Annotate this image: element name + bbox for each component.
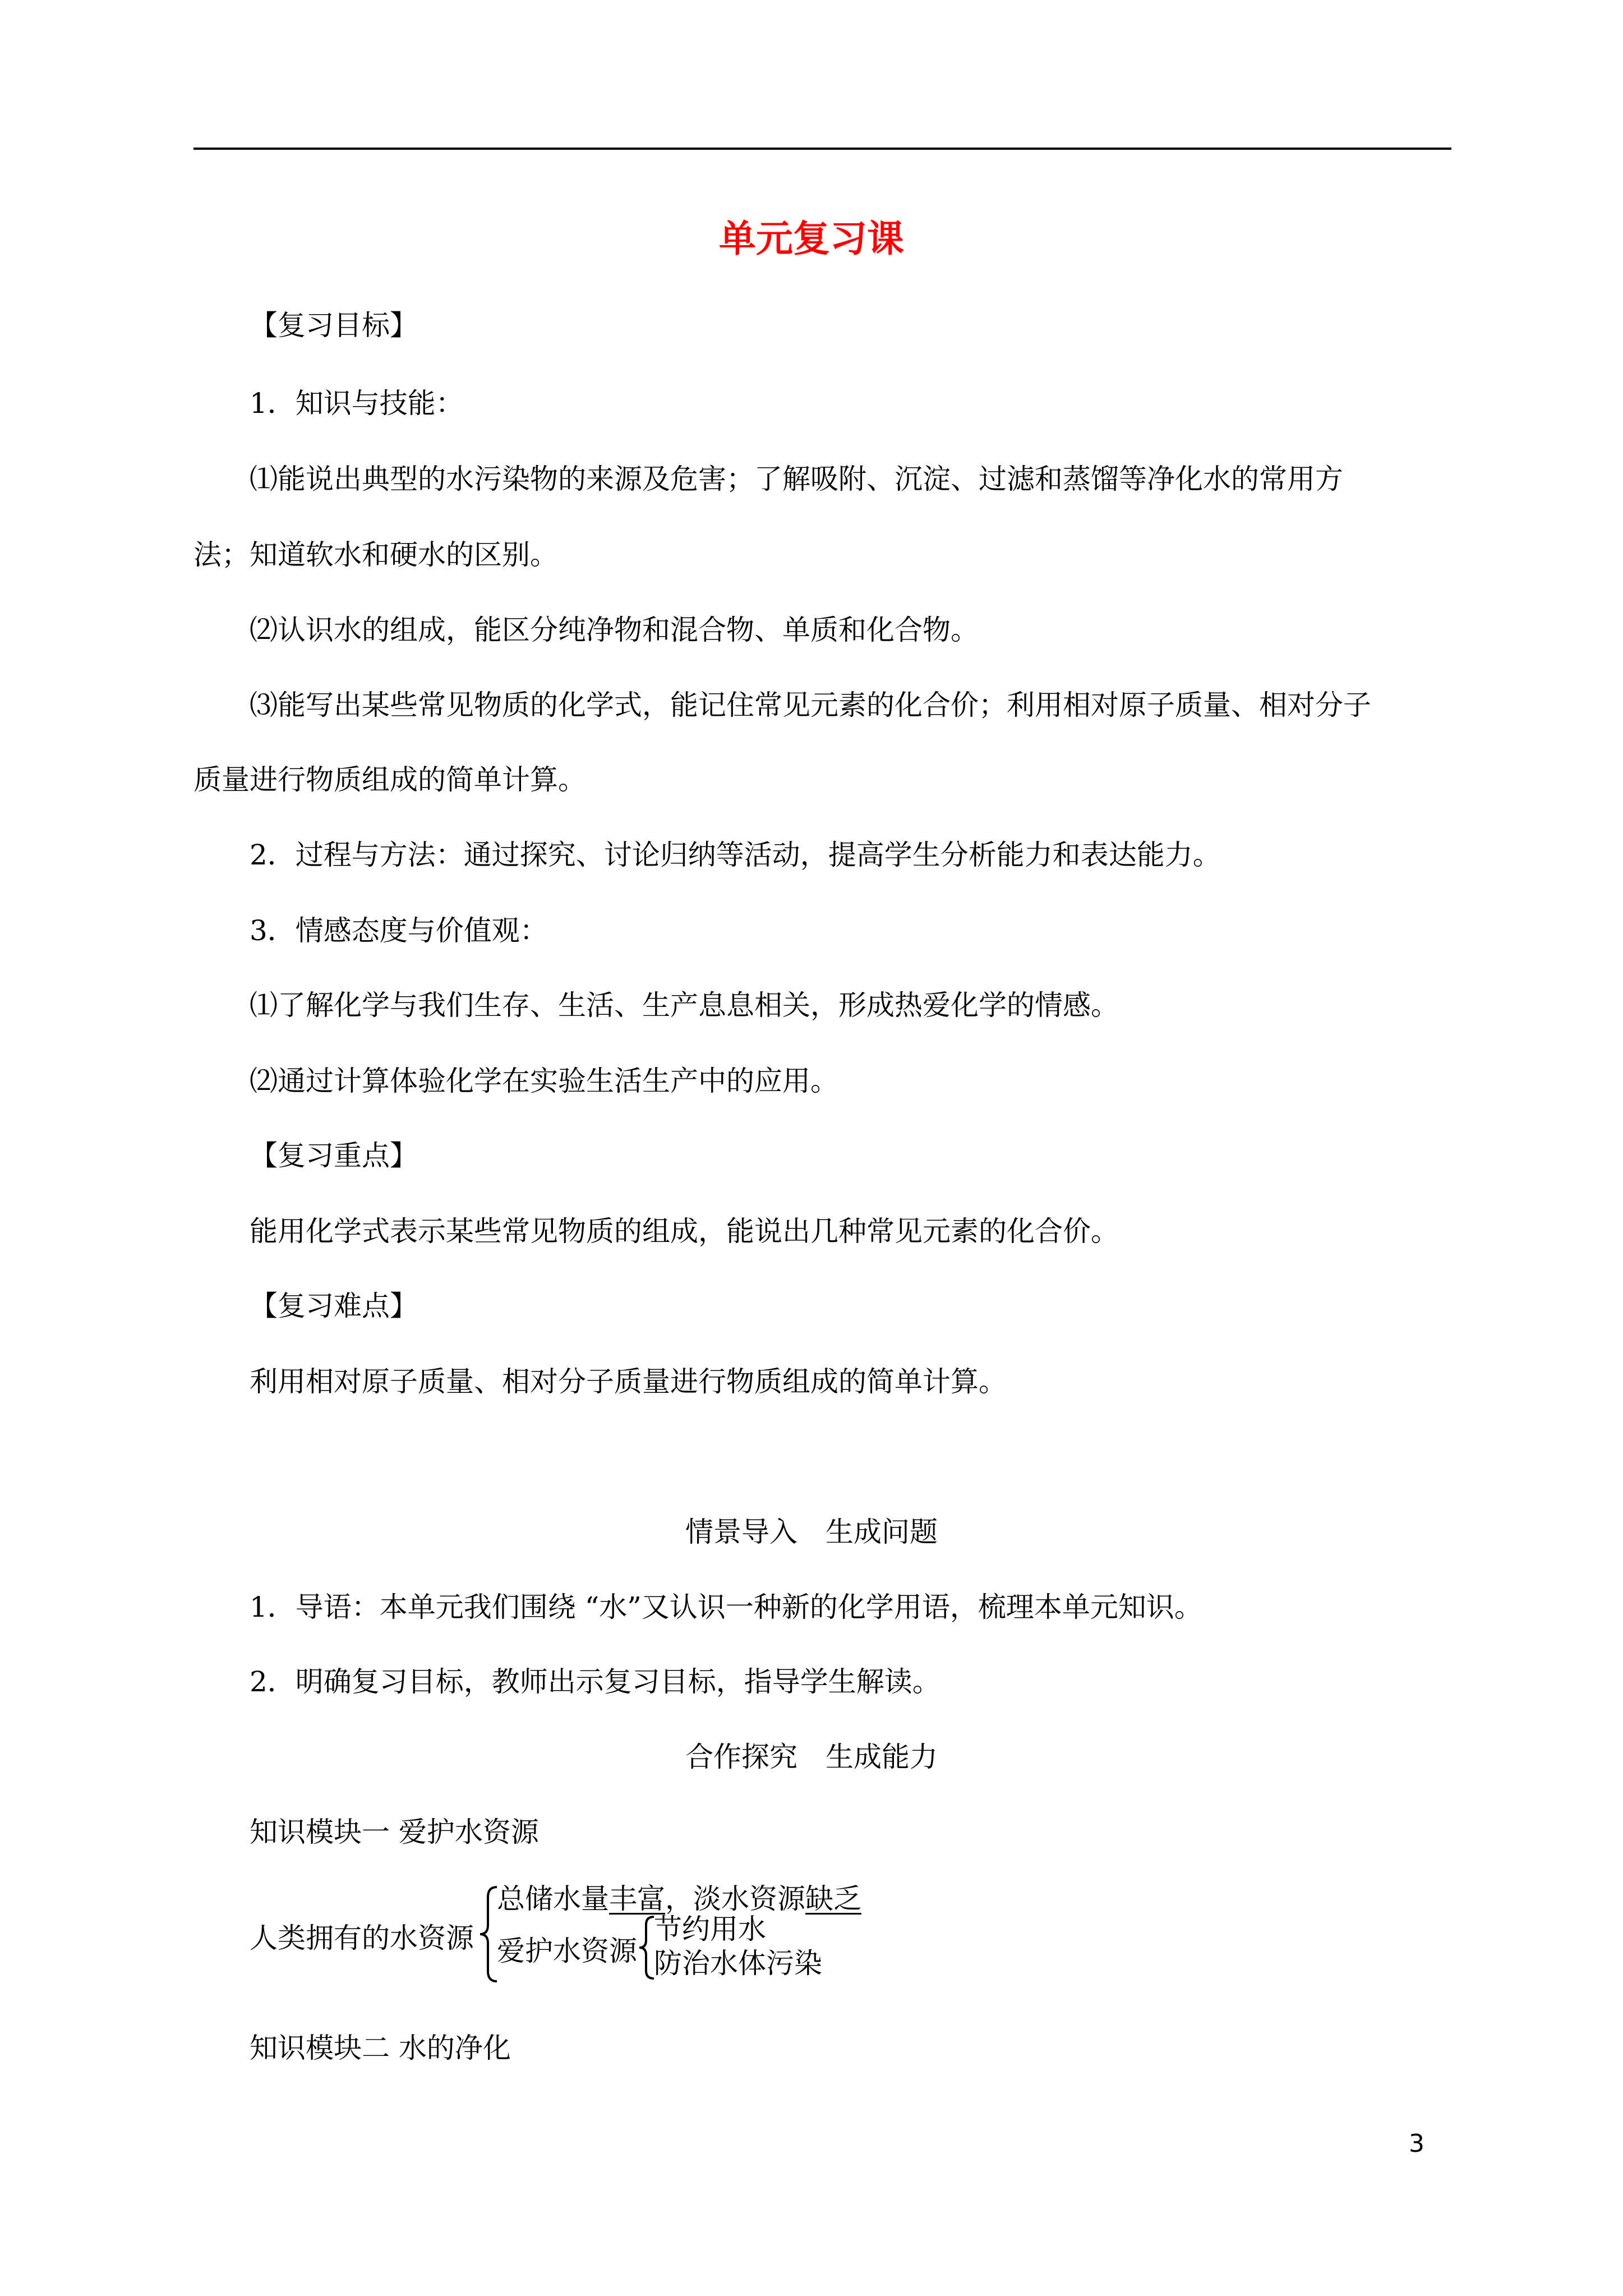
objective-item-1-1-line-2: 法；知道软水和硬水的区别。: [193, 539, 558, 571]
intro-item-1: 1．导语：本单元我们围绕 “水”又认识一种新的化学用语，梳理本单元知识。: [250, 1591, 1202, 1623]
objective-item-1-3-line-2: 质量进行物质组成的简单计算。: [193, 763, 586, 796]
diagram-leaf-2: 防治水体污染: [654, 1947, 822, 1980]
objective-item-3-1: ⑴了解化学与我们生存、生活、生产息息相关，形成热爱化学的情感。: [250, 989, 1119, 1022]
objective-item-3-2: ⑵通过计算体验化学在实验生活生产中的应用。: [250, 1065, 838, 1097]
difficulties-text: 利用相对原子质量、相对分子质量进行物质组成的简单计算。: [250, 1365, 1007, 1398]
diagram-branch-1-middle: ，淡水资源: [665, 1883, 805, 1915]
difficulties-heading: 【复习难点】: [250, 1290, 418, 1322]
objectives-heading: 【复习目标】: [250, 309, 418, 342]
diagram-branch-2: 爱护水资源: [497, 1935, 637, 1967]
inner-brace-icon: [637, 1915, 656, 1981]
objective-item-2: 2．过程与方法：通过探究、讨论归纳等活动，提高学生分析能力和表达能力。: [250, 839, 1221, 871]
intro-item-2: 2．明确复习目标，教师出示复习目标，指导学生解读。: [250, 1665, 940, 1698]
header-rule: [193, 148, 1451, 150]
intro-heading: 情景导入 生成问题: [685, 1516, 938, 1548]
key-points-heading: 【复习重点】: [250, 1139, 418, 1172]
diagram-branch-1-underlined-abundant: 丰富: [609, 1883, 665, 1915]
diagram-branch-1: [497, 1882, 861, 1916]
diagram-branch-1-underlined-scarce: 缺乏: [805, 1883, 861, 1915]
explore-heading: 合作探究 生成能力: [685, 1741, 938, 1773]
objective-item-1-1-line-1: ⑴能说出典型的水污染物的来源及危害；了解吸附、沉淀、过滤和蒸馏等净化水的常用方: [250, 463, 1343, 495]
objective-item-1-3-line-1: ⑶能写出某些常见物质的化学式，能记住常见元素的化合价；利用相对原子质量、相对分子: [250, 689, 1371, 721]
objective-item-1: 1．知识与技能：: [250, 387, 464, 420]
objective-item-1-2: ⑵认识水的组成，能区分纯净物和混合物、单质和化合物。: [250, 614, 979, 646]
key-points-text: 能用化学式表示某些常见物质的组成，能说出几种常见元素的化合价。: [250, 1215, 1119, 1248]
page-number: 3: [1409, 2129, 1424, 2158]
objective-item-3: 3．情感态度与价值观：: [250, 914, 548, 947]
diagram-root: 人类拥有的水资源: [250, 1922, 474, 1954]
knowledge-module-1: 知识模块一 爱护水资源: [250, 1816, 539, 1848]
diagram-leaf-1: 节约用水: [654, 1913, 766, 1945]
knowledge-module-2: 知识模块二 水的净化: [250, 2032, 511, 2064]
page-title: 单元复习课: [719, 217, 904, 260]
diagram-branch-1-prefix: 总储水量: [497, 1883, 609, 1915]
